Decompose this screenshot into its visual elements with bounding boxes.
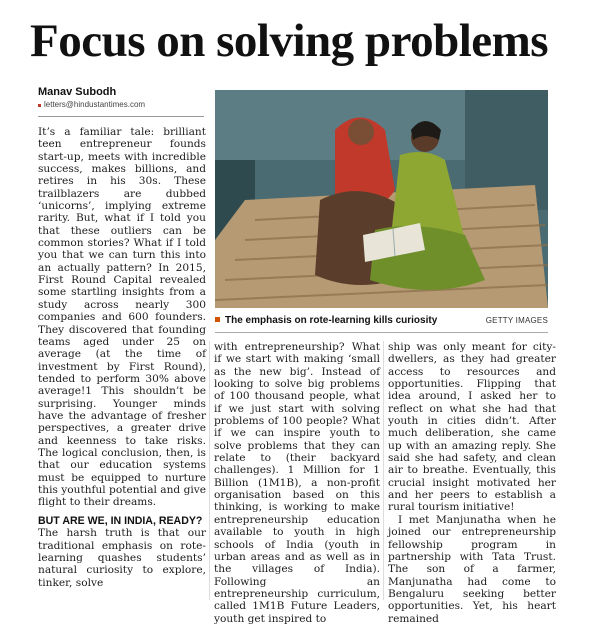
byline-divider (38, 116, 204, 117)
article-column-3 (388, 341, 556, 625)
column-divider (383, 341, 384, 600)
author-email[interactable] (38, 99, 208, 111)
caption-divider (215, 332, 548, 333)
headline: Focus on solving problems (30, 15, 549, 67)
article-photo (215, 90, 548, 308)
paragraph: with entrepreneurship? What if we start with making ‘small as the new big’. Instead of looking to solve big problems of 100 thousand people, what if we just start with solving problems of 100 people? What if we can inspire youth to solve problems that they can relate to (their backyard challenges). 1 Million for 1 Billion (1M1B), a non-profit organisation based on this thinking, is working to make entrepreneurship education available to youth in high schools of India (youth in urban areas and as well as in the villages of India). Following an entrepreneurship curriculum, called 1M1B Future Leaders, youth get inspired to (214, 341, 380, 625)
paragraph: ship was only meant for city-dwellers, as they had greater access to resources and opportunities. Flipping that idea around, I asked her to reflect on what she had that youth in cities didn’t. After much deliberation, she came up with an amazing reply. She said she had safety, and clean air to breathe. Eventually, this crucial insight motivated her and her peers to establish a rural tourism initiative! (388, 341, 556, 514)
caption-text: The emphasis on rote-learning kills curiosity (225, 315, 438, 326)
section-subhead: BUT ARE WE, IN INDIA, READY? (38, 514, 203, 527)
photo-illustration (215, 90, 548, 308)
article-column-1 (38, 126, 206, 589)
photo-credit: GETTY IMAGES (485, 316, 548, 325)
author-name: Manav Subodh (38, 86, 117, 98)
paragraph: I met Manjunatha when he joined our entrepreneurship fellowship program in partnership with Tata Trust. The son of a farmer, Manjunatha had come to Bengaluru seeking better opportunities. Yet, his heart remained (388, 513, 556, 625)
paragraph: It’s a familiar tale: brilliant teen entrepreneur founds start-up, meets with incredible success, makes billions, and retires in his 30s. These trailblazers are dubbed ‘unicorns’, implying extreme rarity. But, what if I told you that these outliers can be common stories? What if I told you that we can turn this into an actually pattern? In 2015, First Round Capital revealed some startling insights from a study across nearly 300 companies and 600 founders. They discovered that founding teams aged under 25 on average (at the time of investment by First Round), tended to perform 30% above average!1 This shouldn’t be surprising. Younger minds have the advantage of fresher perspectives, a greater drive and keenness to take risks. The logical conclusion, then, is that our education systems must be equipped to nurture this youthful potential and give flight to their dreams. (38, 126, 206, 509)
author-email-text: letters@hindustantimes.com (44, 100, 146, 109)
caption-marker-icon (215, 317, 220, 322)
photo-caption (215, 314, 548, 328)
byline (38, 85, 208, 111)
column-divider (209, 341, 210, 600)
paragraph: The harsh truth is that our traditional emphasis on rote-learning quashes students’ natural curiosity to explore, tinker, solve (38, 527, 206, 589)
article-column-2 (214, 341, 380, 625)
bullet-icon (38, 104, 41, 107)
